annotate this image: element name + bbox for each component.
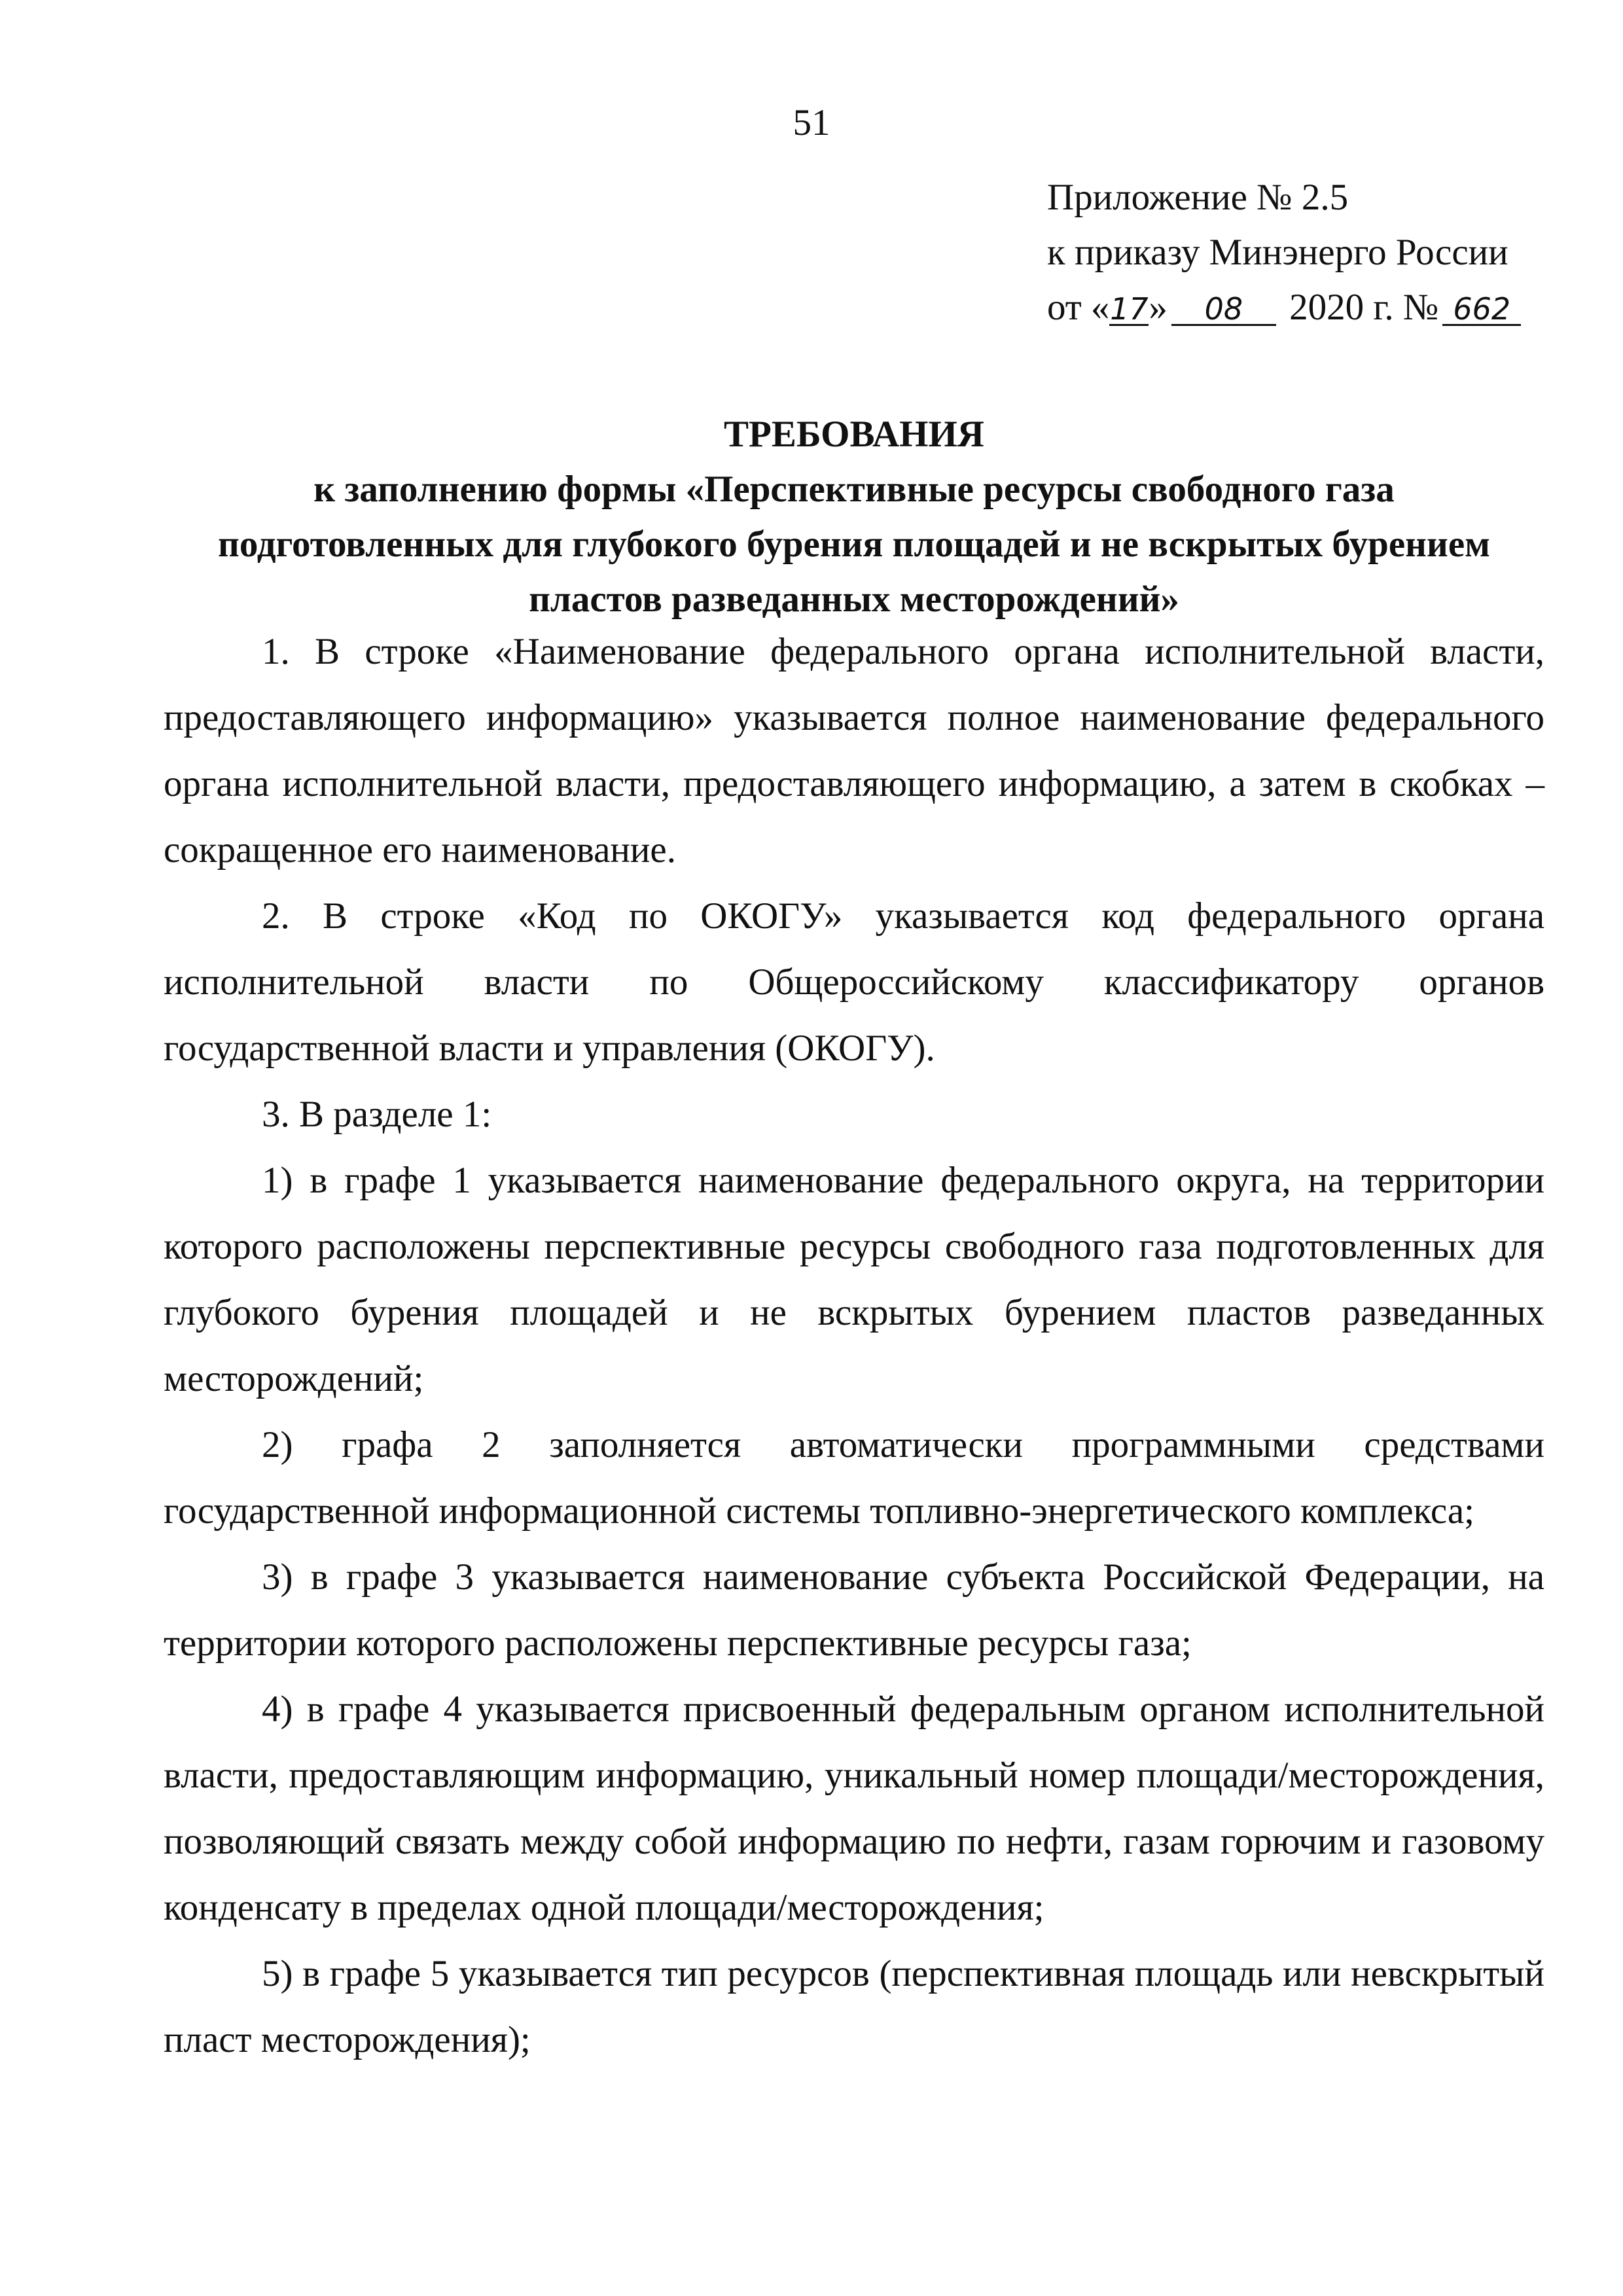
handwritten-day: 17 — [1110, 291, 1149, 327]
page-number: 51 — [793, 102, 830, 143]
handwritten-month: 08 — [1171, 294, 1276, 326]
title-line-4: пластов разведанных месторождений» — [529, 579, 1179, 620]
document-body — [164, 619, 1544, 2073]
appendix-order: к приказу Минэнерго России — [1047, 232, 1508, 273]
date-quote-close: » — [1149, 287, 1168, 328]
paragraph-3-5: 5) в графе 5 указывается тип ресурсов (перспективная площадь или невскрытый пласт месторождения); — [164, 1953, 1544, 2060]
year-label: 2020 г. № — [1289, 287, 1439, 328]
date-prefix: от « — [1047, 287, 1110, 328]
title-heading: ТРЕБОВАНИЯ — [724, 414, 984, 455]
paragraph-1: 1. В строке «Наименование федерального органа исполнительной власти, предоставляющего информацию» указывается полное наименование федерального органа исполнительной власти, предоставляющего информацию, а затем в скобках – сокращенное его наименование. — [164, 631, 1544, 870]
paragraph-2: 2. В строке «Код по ОКОГУ» указывается код федерального органа исполнительной власти по Общероссийскому классификатору органов государственной власти и управления (ОКОГУ). — [164, 895, 1544, 1069]
paragraph-3-3: 3) в графе 3 указывается наименование субъекта Российской Федерации, на территории которого расположены перспективные ресурсы газа; — [164, 1556, 1544, 1664]
paragraph-3: 3. В разделе 1: — [262, 1094, 492, 1135]
appendix-reference — [1047, 170, 1584, 335]
handwritten-order-number: 662 — [1442, 294, 1521, 326]
appendix-title: Приложение № 2.5 — [1047, 177, 1349, 218]
title-line-2: к заполнению формы «Перспективные ресурсы свободного газа — [313, 469, 1395, 510]
paragraph-3-1: 1) в графе 1 указывается наименование федерального округа, на территории которого расположены перспективные ресурсы свободного газа подготовленных для глубокого бурения площадей и не вскрытых бурением пластов разведанных месторождений; — [164, 1160, 1544, 1399]
appendix-date-line — [1047, 280, 1584, 335]
title-line-3: подготовленных для глубокого бурения площадей и не вскрытых бурением — [218, 524, 1490, 565]
document-title — [164, 407, 1544, 627]
paragraph-3-2: 2) графа 2 заполняется автоматически программными средствами государственной информационной системы топливно-энергетического комплекса; — [164, 1424, 1544, 1532]
paragraph-3-4: 4) в графе 4 указывается присвоенный федеральным органом исполнительной власти, предоставляющим информацию, уникальный номер площади/месторождения, позволяющий связать между собой информацию по нефти, газам горючим и газовому конденсату в пределах одной площади/месторождения; — [164, 1689, 1544, 1928]
